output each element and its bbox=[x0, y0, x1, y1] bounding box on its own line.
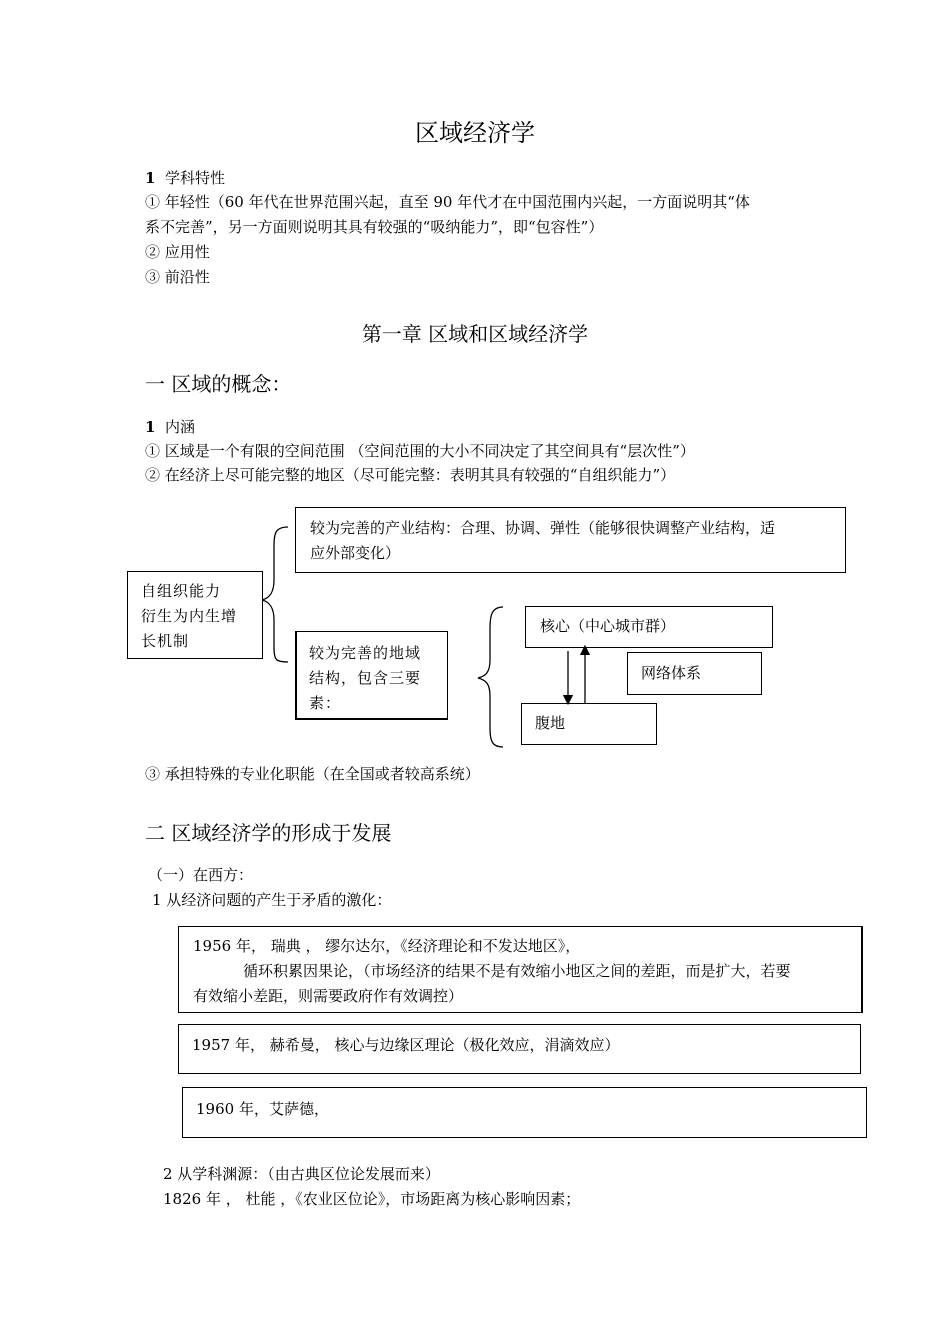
diagram-network-label: 网络体系 bbox=[641, 664, 702, 682]
section-2-west: （一）在西方： bbox=[148, 866, 254, 884]
intro-heading bbox=[145, 166, 225, 190]
diagram-regional-line-2: 结构，包含三要 bbox=[309, 669, 422, 687]
section-1-sub-num: 1 bbox=[145, 418, 156, 436]
box-1956-line-2: 循环积累因果论，（市场经济的结果不是有效缩小地区之间的差距，而是扩大，若要 bbox=[243, 962, 791, 980]
box-1956 bbox=[178, 926, 863, 1013]
box-1956-line-1: 1956 年， 瑞典 ， 缪尔达尔，《经济理论和不发达地区》， bbox=[193, 937, 581, 955]
diagram-root-line-1: 自组织能力 bbox=[141, 582, 222, 600]
section-2-sub-2: 2 从学科渊源：（由古典区位论发展而来） bbox=[163, 1165, 440, 1183]
intro-item-2: ② 应用性 bbox=[145, 243, 210, 261]
diagram-industry-line-1: 较为完善的产业结构：合理、协调、弹性（能够很快调整产业结构，适 bbox=[310, 519, 776, 537]
section-1-title: 一 区域的概念： bbox=[145, 372, 292, 396]
left-brace bbox=[262, 527, 288, 662]
section-2-title: 二 区域经济学的形成于发展 bbox=[145, 821, 392, 845]
intro-item-1-line-2: 系不完善”，另一方面则说明其具有较强的“吸纳能力”，即“包容性”） bbox=[145, 218, 604, 236]
box-1957-text: 1957 年， 赫希曼， 核心与边缘区理论（极化效应，涓滴效应） bbox=[192, 1036, 620, 1054]
section-2-1826: 1826 年 ， 杜能 ，《农业区位论》，市场距离为核心影响因素； bbox=[163, 1190, 581, 1208]
box-1960-text: 1960 年，艾萨德， bbox=[196, 1100, 329, 1118]
right-brace bbox=[478, 607, 503, 747]
diagram-hinterland-label: 腹地 bbox=[535, 714, 566, 732]
intro-item-3: ③ 前沿性 bbox=[145, 268, 210, 286]
diagram-regional-line-3: 素： bbox=[309, 694, 342, 712]
diagram-network-box bbox=[627, 652, 762, 695]
intro-item-1-line-1: ① 年轻性（60 年代在世界范围兴起，直至 90 年代才在中国范围内兴起，一方面说明其“体 bbox=[145, 193, 750, 211]
diagram-core-box bbox=[525, 606, 773, 648]
diagram-regional-line-1: 较为完善的地域 bbox=[309, 644, 422, 662]
diagram-root-line-2: 衍生为内生增 bbox=[141, 607, 238, 625]
section-1-item-3: ③ 承担特殊的专业化职能（在全国或者较高系统） bbox=[145, 765, 480, 783]
box-1960 bbox=[182, 1087, 867, 1138]
section-2-sub-1: 1 从经济问题的产生于矛盾的激化： bbox=[152, 891, 392, 909]
diagram-hinterland-box bbox=[521, 703, 657, 745]
section-1-item-2: ② 在经济上尽可能完整的地区（尽可能完整：表明其具有较强的“自组织能力”） bbox=[145, 466, 676, 484]
intro-heading-text: 学科特性 bbox=[164, 169, 225, 187]
diagram-root-line-3: 长机制 bbox=[141, 632, 190, 650]
diagram-industry-line-2: 应外部变化） bbox=[310, 544, 401, 562]
page-title: 区域经济学 bbox=[415, 119, 535, 147]
intro-heading-num: 1 bbox=[145, 169, 156, 187]
chapter-title: 第一章 区域和区域经济学 bbox=[361, 322, 589, 346]
section-1-sub-text: 内涵 bbox=[164, 418, 195, 436]
diagram-core-label: 核心（中心城市群） bbox=[540, 617, 676, 635]
diagram-industry-box bbox=[295, 507, 846, 573]
section-1-sub-heading bbox=[145, 415, 195, 439]
diagram-root-box bbox=[127, 571, 263, 659]
box-1956-line-3: 有效缩小差距，则需要政府作有效调控） bbox=[193, 987, 464, 1005]
section-1-item-1: ① 区域是一个有限的空间范围 （空间范围的大小不同决定了其空间具有“层次性”） bbox=[145, 442, 695, 460]
box-1957 bbox=[178, 1024, 861, 1074]
diagram-regional-box bbox=[295, 631, 448, 720]
